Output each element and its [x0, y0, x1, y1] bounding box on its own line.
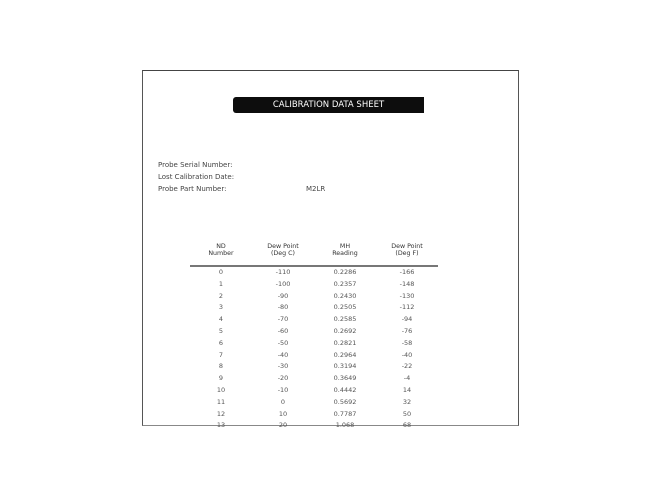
table-cell: 2 — [218, 291, 224, 300]
table-cell: -20 — [277, 374, 289, 383]
table-cell: 0.2505 — [333, 303, 357, 312]
table-cell: 0.3194 — [333, 362, 357, 371]
table-cell: 5 — [218, 326, 224, 335]
table-cell: 32 — [402, 397, 412, 406]
table-cell: 11 — [216, 397, 226, 406]
table-row — [190, 314, 438, 326]
table-cell: 0.2964 — [333, 350, 357, 359]
table-cell: -76 — [401, 326, 413, 335]
table-cell: -22 — [401, 362, 413, 371]
table-cell: -94 — [401, 315, 413, 324]
table-cell: -58 — [401, 338, 413, 347]
table-row — [190, 397, 438, 409]
column-header — [376, 243, 438, 265]
table-cell: 9 — [218, 374, 224, 383]
table-cell: 0.2286 — [333, 268, 357, 276]
table-cell: 0.2585 — [333, 315, 357, 324]
table-cell: 0.2430 — [333, 291, 357, 300]
table-cell: 0.5692 — [333, 397, 357, 406]
table-cell: 0.3649 — [333, 374, 357, 383]
table-row — [190, 361, 438, 373]
table-cell: 50 — [402, 409, 412, 418]
table-cell: 20 — [278, 421, 288, 430]
table-row — [190, 373, 438, 385]
table-cell: 6 — [218, 338, 224, 347]
table-row — [190, 279, 438, 291]
table-cell: -112 — [399, 303, 415, 312]
table-row — [190, 302, 438, 314]
table-cell: -80 — [277, 303, 289, 312]
column-header-line: Dew Point — [267, 243, 299, 250]
table-cell: -148 — [399, 279, 415, 288]
table-cell: -166 — [399, 268, 415, 276]
table-cell: -4 — [403, 374, 411, 383]
table-cell: 14 — [402, 385, 412, 394]
table-row — [190, 338, 438, 350]
table-cell: 4 — [218, 315, 224, 324]
table-cell: -100 — [275, 279, 291, 288]
table-cell: -70 — [277, 315, 289, 324]
table-row — [190, 420, 438, 432]
column-header — [252, 243, 314, 265]
table-row — [190, 326, 438, 338]
calibration-sheet — [142, 70, 519, 430]
column-header-line: Number — [208, 250, 234, 257]
table-cell: 0.2821 — [333, 338, 357, 347]
table-header — [190, 243, 438, 267]
column-header-line: Dew Point — [391, 243, 423, 250]
table-cell: -60 — [277, 326, 289, 335]
table-cell: 0.2692 — [333, 326, 357, 335]
table-cell: -40 — [401, 350, 413, 359]
part-number-value: M2LR — [306, 185, 326, 193]
table-cell: 7 — [218, 350, 224, 359]
column-header-line: Reading — [332, 250, 358, 257]
table-cell: -110 — [275, 268, 291, 276]
table-cell: -90 — [277, 291, 289, 300]
table-cell: 0.7787 — [333, 409, 357, 418]
column-header-line: MH — [339, 243, 351, 250]
table-cell: 0.2357 — [333, 279, 357, 288]
table-cell: 0 — [218, 268, 224, 276]
probe-serial-label: Probe Serial Number: — [158, 161, 233, 169]
table-cell: 10 — [216, 385, 226, 394]
table-cell: 10 — [278, 409, 288, 418]
column-header-line: (Deg F) — [395, 250, 419, 257]
part-number-label: Probe Part Number: — [158, 185, 227, 193]
table-cell: -130 — [399, 291, 415, 300]
table-row — [190, 267, 438, 279]
column-header-line: (Deg C) — [270, 250, 296, 257]
table-cell: 3 — [218, 303, 224, 312]
table-cell: 68 — [402, 421, 412, 430]
column-header-line: ND — [216, 243, 226, 250]
table-row — [190, 385, 438, 397]
table-cell: -10 — [277, 385, 289, 394]
table-cell: -30 — [277, 362, 289, 371]
calibration-date-label: Lost Calibration Date: — [158, 173, 235, 181]
column-header — [190, 243, 252, 265]
table-body — [190, 267, 438, 432]
table-row — [190, 350, 438, 362]
table-cell: 0 — [280, 397, 286, 406]
table-cell: 8 — [218, 362, 224, 371]
table-cell: 12 — [216, 409, 226, 418]
column-header — [314, 243, 376, 265]
sheet-title: CALIBRATION DATA SHEET — [233, 97, 424, 113]
table-cell: -50 — [277, 338, 289, 347]
calibration-table — [190, 243, 438, 432]
table-cell: 13 — [216, 421, 226, 430]
table-cell: -40 — [277, 350, 289, 359]
table-cell: 0.4442 — [333, 385, 357, 394]
table-row — [190, 409, 438, 421]
table-cell: 1 — [218, 279, 224, 288]
table-cell: 1.068 — [335, 421, 355, 430]
table-row — [190, 291, 438, 303]
